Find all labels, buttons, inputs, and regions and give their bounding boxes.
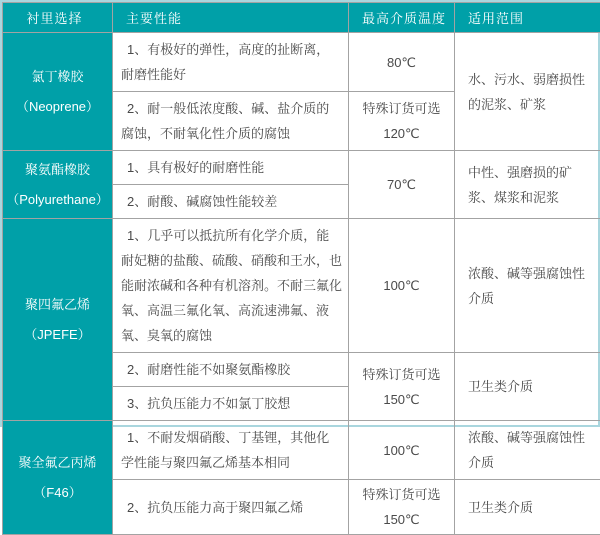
material-cell-polyurethane <box>3 151 113 219</box>
material-name-zh: 聚全氟乙丙烯 <box>5 448 110 478</box>
temperature-cell: 80℃ <box>349 33 455 92</box>
column-header-max-temperature: 最高介质温度 <box>349 3 455 33</box>
performance-cell: 2、耐酸、碱腐蚀性能较差 <box>113 185 349 219</box>
column-header-main-performance: 主要性能 <box>113 3 349 33</box>
material-name-zh: 氯丁橡胶 <box>5 62 110 92</box>
temperature-note: 特殊订货可选 <box>351 482 452 507</box>
performance-cell: 2、抗负压能力高于聚四氟乙烯 <box>113 480 349 535</box>
table-row <box>3 421 600 480</box>
performance-cell: 1、不耐发烟硝酸、丁基锂，其他化学性能与聚四氟乙烯基本相同 <box>113 421 349 480</box>
material-name-zh: 聚四氟乙烯 <box>5 290 110 320</box>
table-row <box>3 33 600 92</box>
temperature-cell <box>349 92 455 151</box>
material-name-en: （Neoprene） <box>5 92 110 122</box>
material-name-en: （F46） <box>5 478 110 508</box>
application-cell: 卫生类介质 <box>455 353 600 421</box>
temperature-value: 120℃ <box>351 121 452 146</box>
material-cell-ptfe <box>3 219 113 421</box>
application-cell: 浓酸、碱等强腐蚀性介质 <box>455 421 600 480</box>
material-name-en: （Polyurethane） <box>5 185 110 215</box>
application-cell: 中性、强磨损的矿浆、煤浆和泥浆 <box>455 151 600 219</box>
material-name-en: （JPEFE） <box>5 320 110 350</box>
column-header-application-range: 适用范围 <box>455 3 600 33</box>
material-cell-neoprene <box>3 33 113 151</box>
column-header-lining-choice: 衬里选择 <box>3 3 113 33</box>
temperature-value: 150℃ <box>351 387 452 412</box>
temperature-cell <box>349 480 455 535</box>
material-name-zh: 聚氨酯橡胶 <box>5 155 110 185</box>
temperature-note: 特殊订货可选 <box>351 96 452 121</box>
performance-cell: 1、有极好的弹性，高度的扯断离，耐磨性能好 <box>113 33 349 92</box>
temperature-cell: 70℃ <box>349 151 455 219</box>
application-cell: 卫生类介质 <box>455 480 600 535</box>
temperature-note: 特殊订货可选 <box>351 362 452 387</box>
temperature-cell: 100℃ <box>349 421 455 480</box>
temperature-cell <box>349 353 455 421</box>
performance-cell: 1、具有极好的耐磨性能 <box>113 151 349 185</box>
performance-cell: 3、抗负压能力不如氯丁胶想 <box>113 387 349 421</box>
application-cell: 水、污水、弱磨损性的泥浆、矿浆 <box>455 33 600 151</box>
table-header-row <box>3 3 600 33</box>
lining-selection-table <box>2 2 600 535</box>
performance-cell: 1、几乎可以抵抗所有化学介质，能耐妃糖的盐酸、硫酸、硝酸和王水，也能耐浓碱和各种有机溶剂。不耐三氟化氧、高温三氟化氧、高流速沸氟、液氧、臭氧的腐蚀 <box>113 219 349 353</box>
temperature-cell: 100℃ <box>349 219 455 353</box>
performance-cell: 2、耐一般低浓度酸、碱、盐介质的腐蚀，不耐氧化性介质的腐蚀 <box>113 92 349 151</box>
temperature-value: 150℃ <box>351 507 452 532</box>
table-row <box>3 219 600 353</box>
application-cell: 浓酸、碱等强腐蚀性介质 <box>455 219 600 353</box>
performance-cell: 2、耐磨性能不如聚氨酯橡胶 <box>113 353 349 387</box>
table-row <box>3 151 600 185</box>
material-cell-f46 <box>3 421 113 535</box>
